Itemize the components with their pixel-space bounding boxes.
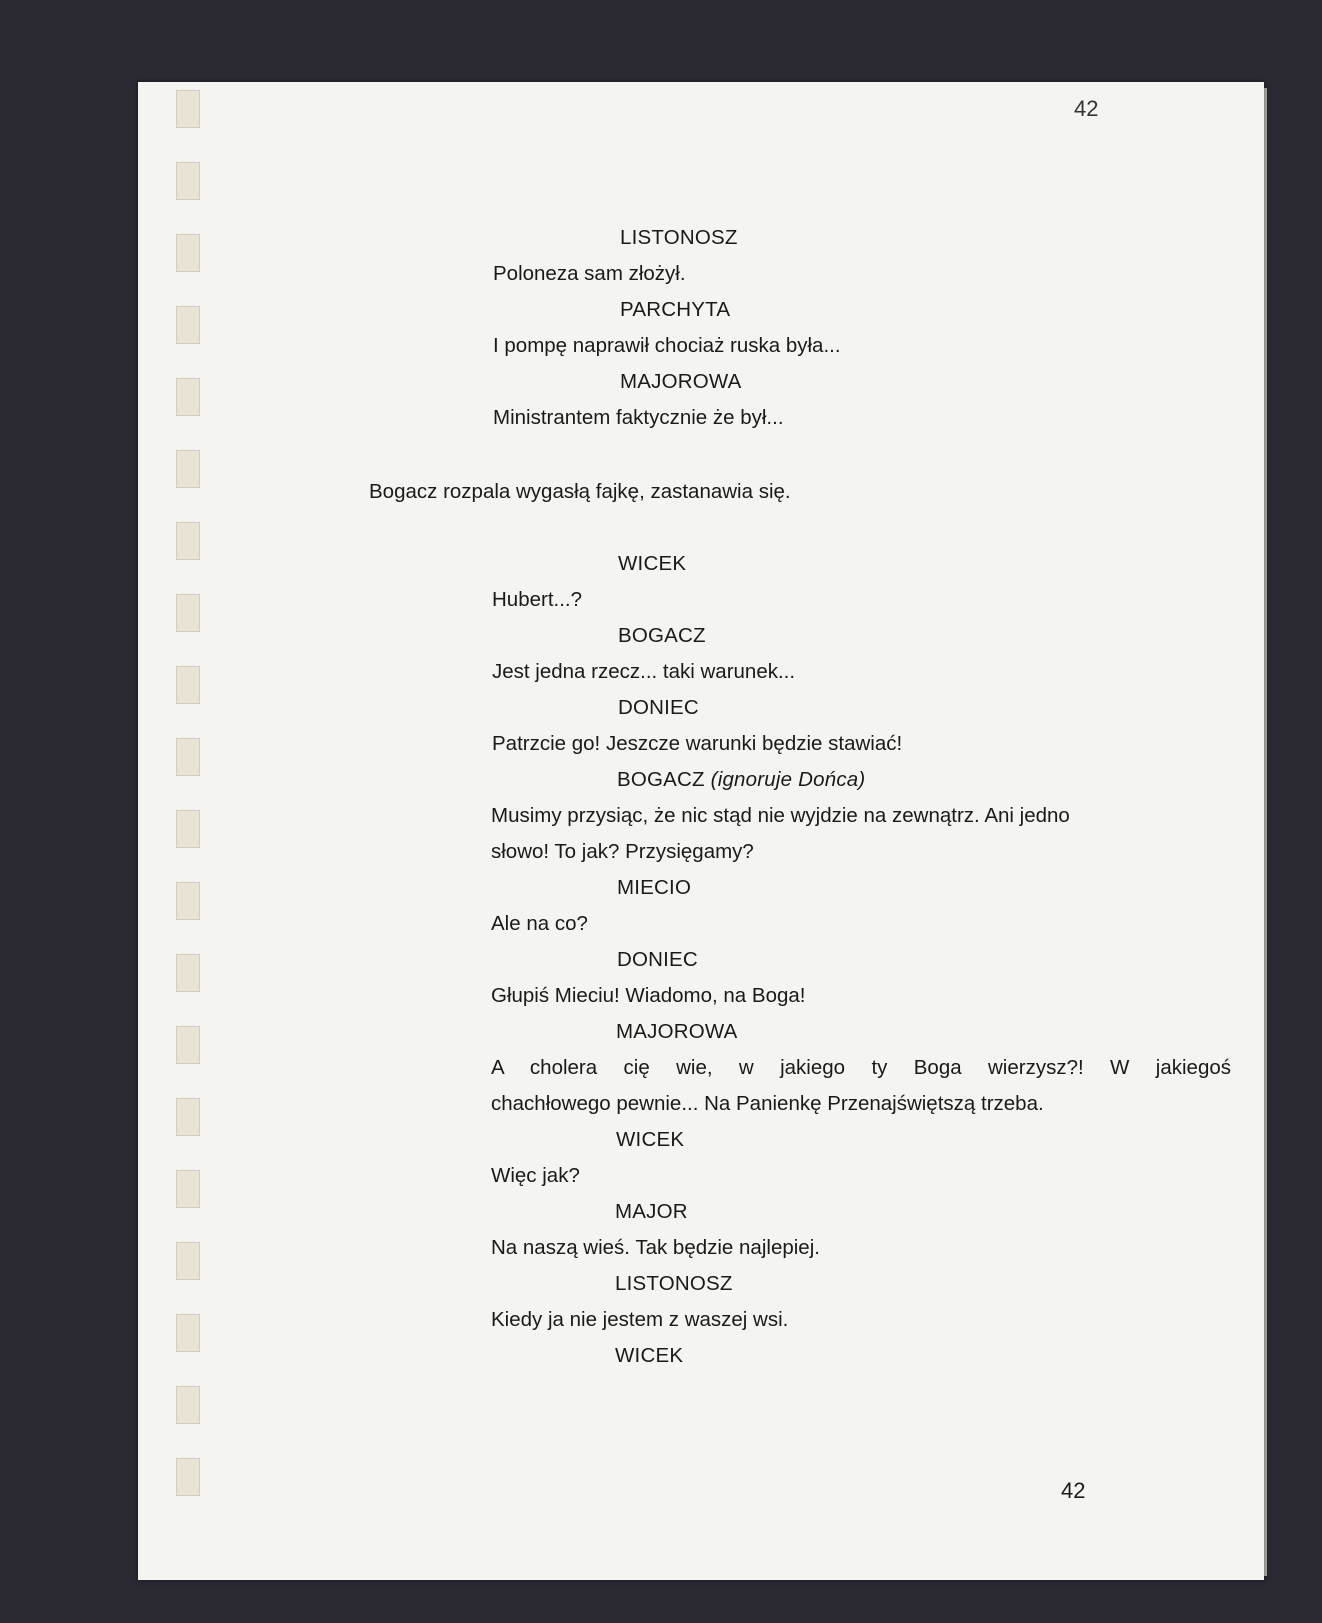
speaker-name: MAJOR xyxy=(615,1200,688,1223)
binding-hole xyxy=(176,1170,200,1208)
binding-hole xyxy=(176,162,200,200)
binding-hole xyxy=(176,90,200,128)
binding-hole xyxy=(176,882,200,920)
binding-hole xyxy=(176,594,200,632)
binding-hole xyxy=(176,666,200,704)
binding-hole xyxy=(176,522,200,560)
binding-hole xyxy=(176,306,200,344)
speaker-name: LISTONOSZ xyxy=(615,1272,733,1295)
dialogue-line: Kiedy ja nie jestem z waszej wsi. xyxy=(491,1308,789,1331)
binding-hole xyxy=(176,954,200,992)
dialogue-line: słowo! To jak? Przysięgamy? xyxy=(491,840,754,863)
binding-hole xyxy=(176,738,200,776)
dialogue-line: chachłowego pewnie... Na Panienkę Przenajświętszą trzeba. xyxy=(491,1092,1044,1115)
dialogue-line: Na naszą wieś. Tak będzie najlepiej. xyxy=(491,1236,820,1259)
speaker-name: MIECIO xyxy=(617,876,692,899)
dialogue-line: Jest jedna rzecz... taki warunek... xyxy=(492,660,796,683)
stage-direction-inline: (ignoruje Dońca) xyxy=(710,768,866,791)
dialogue-line: Ale na co? xyxy=(491,912,588,935)
speaker-name: WICEK xyxy=(618,552,687,575)
speaker-name: WICEK xyxy=(615,1344,684,1367)
speaker-name: PARCHYTA xyxy=(620,298,731,321)
dialogue-line: Hubert...? xyxy=(492,588,583,611)
dialogue-line: Musimy przysiąc, że nic stąd nie wyjdzie na zewnątrz. Ani jedno xyxy=(491,804,1070,827)
dialogue-line: Patrzcie go! Jeszcze warunki będzie stawiać! xyxy=(492,732,903,755)
dialogue-line: Ministrantem faktycznie że był... xyxy=(493,406,784,429)
dialogue-line: Głupiś Mieciu! Wiadomo, na Boga! xyxy=(491,984,806,1007)
speaker-name: DONIEC xyxy=(618,696,699,719)
speaker-name: MAJOROWA xyxy=(620,370,742,393)
speaker-name: WICEK xyxy=(616,1128,685,1151)
dialogue-line: I pompę naprawił chociaż ruska była... xyxy=(493,334,841,357)
binding-hole xyxy=(176,1098,200,1136)
binding-hole xyxy=(176,1026,200,1064)
binding-hole xyxy=(176,378,200,416)
speaker-name: BOGACZ xyxy=(617,768,705,791)
stage-direction: Bogacz rozpala wygasłą fajkę, zastanawia się. xyxy=(369,480,791,503)
dialogue-line: Więc jak? xyxy=(491,1164,580,1187)
top-page-number: 42 xyxy=(1074,96,1099,121)
binding-hole xyxy=(176,810,200,848)
speaker-name: MAJOROWA xyxy=(616,1020,738,1043)
speaker-name: BOGACZ xyxy=(618,624,706,647)
dialogue-line: Poloneza sam złożył. xyxy=(493,262,686,285)
binding-hole xyxy=(176,1242,200,1280)
speaker-name-with-direction xyxy=(617,768,865,792)
dialogue-line: A cholera cię wie, w jakiego ty Boga wierzysz?! W jakiegoś xyxy=(491,1056,1231,1079)
binding-hole xyxy=(176,1386,200,1424)
binding-hole xyxy=(176,1314,200,1352)
speaker-name: DONIEC xyxy=(617,948,698,971)
page-number: 42 xyxy=(1061,1478,1086,1503)
binding-hole xyxy=(176,1458,200,1496)
speaker-name: LISTONOSZ xyxy=(620,226,738,249)
binding-hole xyxy=(176,450,200,488)
script-page xyxy=(138,82,1264,1580)
binding-hole xyxy=(176,234,200,272)
